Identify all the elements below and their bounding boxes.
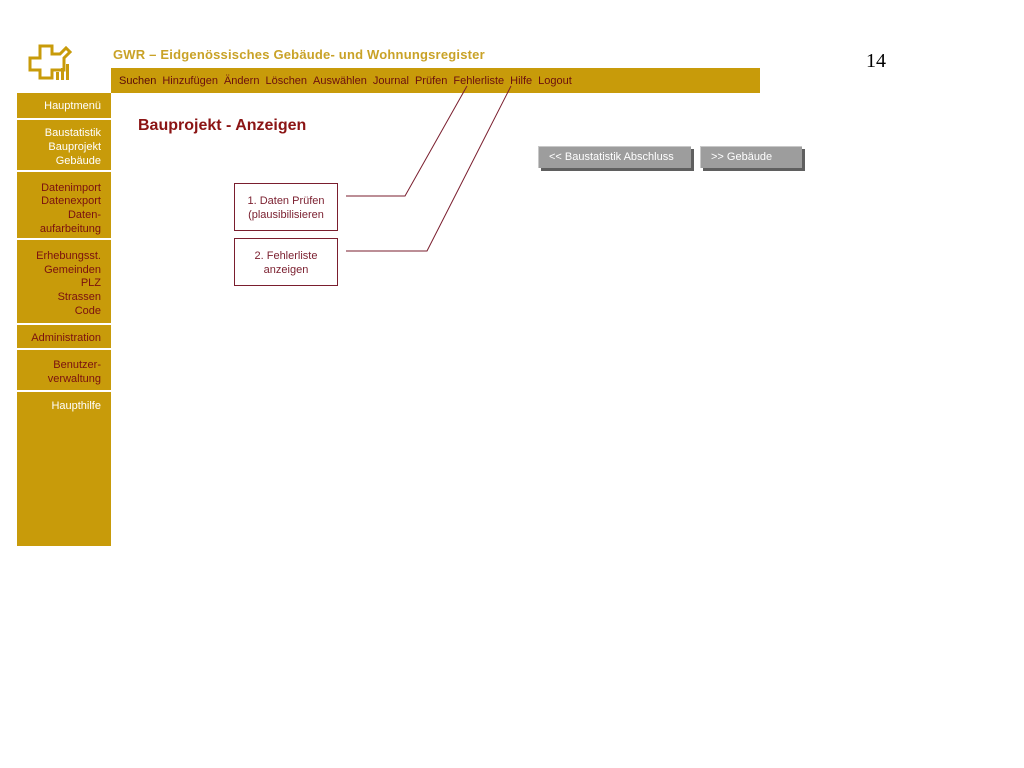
sidebar-item-administration[interactable]: Administration xyxy=(31,332,101,344)
sidebar-item-baustatistik[interactable]: Baustatistik xyxy=(44,127,101,139)
sidebar-item-datenaufarbeitung-1[interactable]: Daten- xyxy=(67,209,101,221)
menu-item-logout[interactable]: Logout xyxy=(538,74,572,87)
sidebar-item-datenaufarbeitung-2[interactable]: aufarbeitung xyxy=(39,223,101,235)
page-number: 14 xyxy=(866,50,886,72)
step-daten-pruefen-line2: (plausibilisieren xyxy=(248,209,324,221)
sidebar-item-benutzerverwaltung-2[interactable]: verwaltung xyxy=(47,373,101,385)
page-title: Bauprojekt - Anzeigen xyxy=(138,117,307,134)
sidebar-item-datenimport[interactable]: Datenimport xyxy=(41,182,101,194)
sidebar-item-gebaeude[interactable]: Gebäude xyxy=(55,155,101,167)
sidebar-item-bauprojekt[interactable]: Bauprojekt xyxy=(48,141,101,153)
menu-item-aendern[interactable]: Ändern xyxy=(223,74,260,87)
sidebar-item-erhebungsst[interactable]: Erhebungsst. xyxy=(36,250,101,262)
sidebar-item-hauptmenu[interactable]: Hauptmenü xyxy=(44,100,101,112)
sidebar-item-datenexport[interactable]: Datenexport xyxy=(41,195,101,207)
step-fehlerliste-line2: anzeigen xyxy=(263,264,309,276)
menu-item-hilfe[interactable]: Hilfe xyxy=(510,74,533,87)
menu-item-loeschen[interactable]: Löschen xyxy=(265,74,308,87)
app-title: GWR – Eidgenössisches Gebäude- und Wohnungsregister xyxy=(113,47,485,62)
menu-item-hinzufuegen[interactable]: Hinzufügen xyxy=(162,74,218,87)
sidebar-item-haupthilfe[interactable]: Haupthilfe xyxy=(51,400,101,412)
menu-item-auswaehlen[interactable]: Auswählen xyxy=(313,74,367,87)
menu-item-fehlerliste[interactable]: Fehlerliste xyxy=(453,74,505,87)
connector-line-fehlerliste xyxy=(346,86,511,251)
sidebar-item-strassen[interactable]: Strassen xyxy=(57,291,101,303)
menu-item-pruefen[interactable]: Prüfen xyxy=(414,74,448,87)
step-daten-pruefen-line1: 1. Daten Prüfen xyxy=(247,195,325,207)
back-to-baustatistik-abschluss-button[interactable]: << Baustatistik Abschluss xyxy=(538,146,691,168)
menu-item-suchen[interactable]: Suchen xyxy=(119,74,157,87)
sidebar-item-code[interactable]: Code xyxy=(74,305,101,317)
sidebar-item-plz[interactable]: PLZ xyxy=(80,277,101,289)
connector-line-pruefen xyxy=(346,86,467,196)
forward-to-gebaeude-button[interactable]: >> Gebäude xyxy=(700,146,802,168)
sidebar-item-benutzerverwaltung-1[interactable]: Benutzer- xyxy=(53,359,101,371)
menu-item-journal[interactable]: Journal xyxy=(372,74,409,87)
step-fehlerliste-line1: 2. Fehlerliste xyxy=(254,250,318,262)
sidebar-item-gemeinden[interactable]: Gemeinden xyxy=(44,264,101,276)
